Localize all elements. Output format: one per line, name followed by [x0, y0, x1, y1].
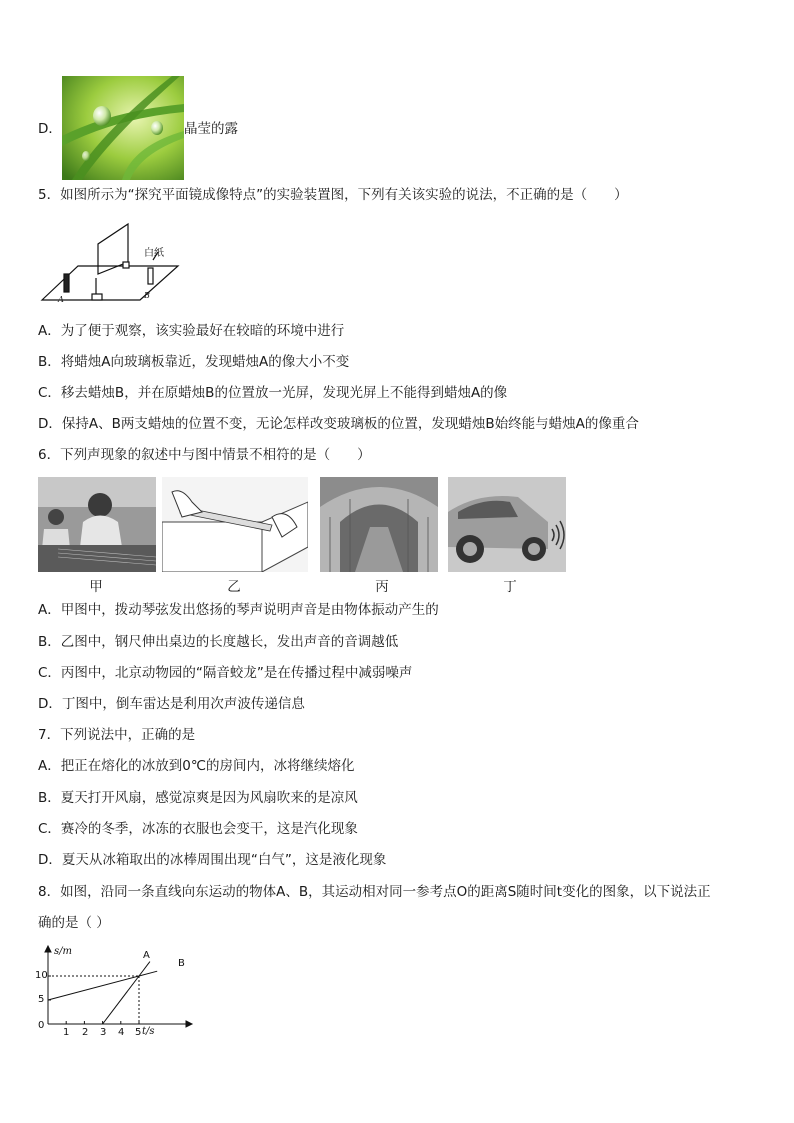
photo-yi-ruler [162, 477, 308, 572]
q4-option-d-label: D． [38, 121, 62, 137]
series-line-a [103, 962, 150, 1024]
q6-option-d: D．丁图中，倒车雷达是利用次声波传递信息 [38, 696, 305, 712]
x-axis-label: t/s [142, 1026, 155, 1037]
dew-on-grass-image [62, 76, 184, 180]
y-axis-arrow [45, 946, 51, 952]
x-tick-1: 1 [63, 1027, 70, 1038]
caption-jia: 甲 [89, 579, 103, 595]
x-tick-5: 5 [135, 1027, 142, 1038]
q5-stem: 5．如图所示为“探究平面镜成像特点”的实验装置图，下列有关该实验的说法，不正确的是（ ） [38, 187, 628, 203]
x-axis-arrow [186, 1021, 192, 1027]
q7-option-a: A．把正在熔化的冰放到0℃的房间内，冰将继续熔化 [38, 758, 355, 774]
q8-stem-line2: 确的是（ ） [38, 915, 110, 931]
x-tick-3: 3 [100, 1027, 107, 1038]
candle-a-label: A [58, 295, 64, 304]
x-tick-2: 2 [82, 1027, 89, 1038]
y-tick-5: 5 [38, 994, 45, 1005]
y-tick-10: 10 [35, 970, 48, 981]
q8-stem-line1: 8．如图，沿同一条直线向东运动的物体A、B，其运动相对同一参考点O的距离S随时间t变化的图象，以下说法正 [38, 884, 711, 900]
photo-jia-guzheng [38, 477, 156, 572]
photo-bing-tunnel [320, 477, 438, 572]
q6-stem: 6．下列声现象的叙述中与图中情景不相符的是（ ） [38, 447, 371, 463]
y-axis-label: s/m [54, 946, 72, 957]
q6-option-c: C．丙图中，北京动物园的“隔音蛟龙”是在传播过程中减弱噪声 [38, 665, 413, 681]
q6-option-a: A．甲图中，拨动琴弦发出悠扬的琴声说明声音是由物体振动产生的 [38, 602, 439, 618]
paper-label: 白纸 [144, 248, 164, 259]
q4-option-d-text: 晶莹的露 [184, 121, 238, 137]
origin-label: 0 [38, 1020, 45, 1031]
st-graph [34, 944, 194, 1038]
q5-option-c: C．移去蜡烛B，并在原蜡烛B的位置放一光屏，发现光屏上不能得到蜡烛A的像 [38, 385, 508, 401]
candle-b-label: B [144, 291, 150, 300]
caption-yi: 乙 [227, 579, 241, 595]
mirror-experiment-figure [40, 222, 180, 304]
line-a-label: A [143, 950, 150, 961]
q5-option-b: B．将蜡烛A向玻璃板靠近，发现蜡烛A的像大小不变 [38, 354, 350, 370]
line-b-label: B [178, 958, 185, 969]
caption-ding: 丁 [503, 579, 517, 595]
q7-option-b: B．夏天打开风扇，感觉凉爽是因为风扇吹来的是凉风 [38, 790, 358, 806]
q6-option-b: B．乙图中，钢尺伸出桌边的长度越长，发出声音的音调越低 [38, 634, 399, 650]
photo-ding-car [448, 477, 566, 572]
q7-option-c: C．赛冷的冬季，冰冻的衣服也会变干，这是汽化现象 [38, 821, 358, 837]
q5-option-a: A．为了便于观察，该实验最好在较暗的环境中进行 [38, 323, 345, 339]
x-tick-4: 4 [118, 1027, 125, 1038]
q7-stem: 7．下列说法中，正确的是 [38, 727, 196, 743]
q5-option-d: D．保持A、B两支蜡烛的位置不变，无论怎样改变玻璃板的位置，发现蜡烛B始终能与蜡烛A的像重合 [38, 416, 639, 432]
caption-bing: 丙 [375, 579, 389, 595]
q7-option-d: D．夏天从冰箱取出的冰棒周围出现“白气”，这是液化现象 [38, 852, 387, 868]
